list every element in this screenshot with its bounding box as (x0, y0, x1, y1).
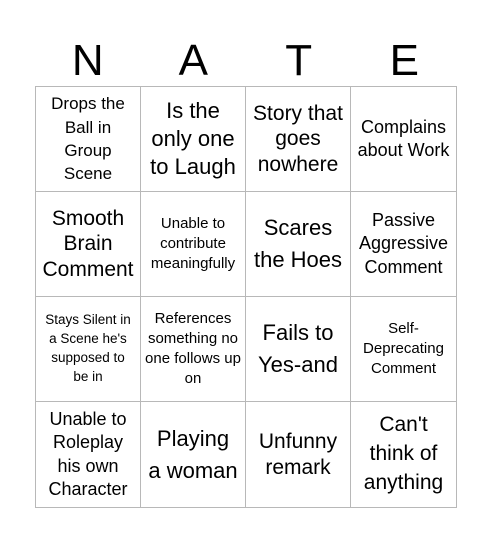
bingo-cell[interactable] (246, 87, 351, 192)
bingo-cell[interactable] (36, 297, 141, 402)
bingo-cell-text: Unable to Roleplay his own Character (48, 409, 128, 499)
bingo-cell-text: Unfunny remark (258, 429, 338, 479)
bingo-cell[interactable] (246, 297, 351, 402)
bingo-cell-text: Story that goes nowhere (253, 101, 343, 176)
bingo-cell-text: Playing a woman (148, 425, 238, 483)
bingo-cell-text: References something no one follows up on (145, 310, 241, 387)
bingo-cell-text: Drops the Ball in Group Scene (51, 94, 125, 184)
bingo-cell-text: Unable to contribute meaningfully (150, 215, 236, 272)
bingo-cell[interactable] (351, 87, 456, 192)
bingo-cell[interactable] (36, 192, 141, 297)
bingo-cell[interactable] (246, 402, 351, 507)
header-letter-n: N (71, 36, 104, 85)
bingo-cell[interactable] (351, 402, 456, 507)
bingo-cell[interactable] (246, 192, 351, 297)
bingo-cell-text: Is the only one to Laugh (150, 97, 236, 180)
bingo-cell-text: Scares the Hoes (253, 215, 343, 272)
bingo-grid (35, 86, 457, 508)
header-letter-t: T (285, 36, 313, 85)
bingo-cell-text: Stays Silent in a Scene he's supposed to be in (45, 312, 131, 384)
bingo-cell[interactable] (351, 297, 456, 402)
bingo-cell-text: Self-Deprecating Comment (363, 320, 444, 377)
header-letter-a: A (178, 36, 208, 85)
header-letter-e: E (389, 36, 419, 85)
bingo-cell[interactable] (36, 402, 141, 507)
bingo-cell-text: Fails to Yes-and (258, 320, 338, 377)
bingo-cell-text: Complains about Work (357, 116, 450, 160)
bingo-cell[interactable] (141, 402, 246, 507)
bingo-cell-text: Smooth Brain Comment (42, 206, 134, 281)
bingo-cell[interactable] (141, 297, 246, 402)
bingo-header (35, 36, 457, 86)
bingo-cell[interactable] (141, 87, 246, 192)
bingo-cell-text: Can't think of anything (363, 413, 444, 494)
bingo-cell[interactable] (141, 192, 246, 297)
bingo-cell-text: Passive Aggressive Comment (358, 210, 449, 277)
bingo-cell[interactable] (36, 87, 141, 192)
bingo-cell[interactable] (351, 192, 456, 297)
